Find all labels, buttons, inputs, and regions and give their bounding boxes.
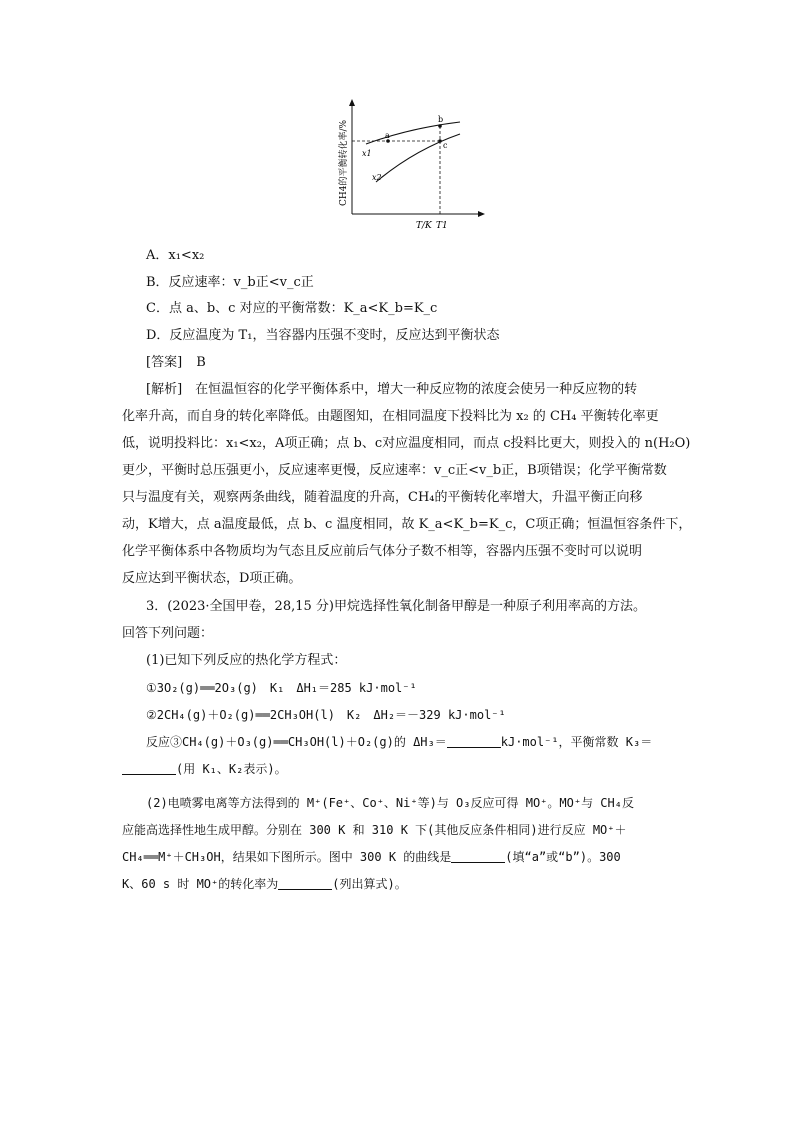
label-c: c [443, 141, 448, 150]
answer-line [146, 353, 206, 373]
q3-head-1: 3．(2023·全国甲卷，28,15 分)甲烷选择性氧化制备甲醇是一种原子利用率高的方法。 [146, 599, 646, 614]
analysis-line-6: 动，K增大，点 a温度最低，点 b、c 温度相同，故 K_a<K_b=K_c，C项正确；恒温恒容条件下， [122, 517, 692, 532]
label-x1: x1 [362, 149, 372, 158]
analysis-line-4: 更少，平衡时总压强更小，反应速率更慢，反应速率：v_c正<v_b正，B项错误；化学平衡常数 [122, 463, 667, 478]
q3-p2c-text-1: CH₄══M⁺＋CH₃OH，结果如下图所示。图中 300 K 的曲线是 [122, 850, 452, 864]
label-b: b [438, 115, 444, 124]
analysis-line-8: 反应达到平衡状态，D项正确。 [122, 571, 302, 586]
x-tick-T1: T1 [436, 221, 448, 231]
q3-p2c-text-2: (填“a”或“b”)。300 [505, 850, 621, 864]
q3-part-2-line-4 [122, 874, 407, 894]
option-b: B．反应速率：v_b正<v_c正 [146, 275, 314, 290]
analysis-line-5: 只与温度有关，观察两条曲线，随着温度的升高，CH₄的平衡转化率增大，升温平衡正向移 [122, 490, 643, 505]
x-axis-label: T/K [416, 221, 432, 231]
q3-part-2-line-1: (2)电喷雾电离等方法得到的 M⁺(Fe⁺、Co⁺、Ni⁺等)与 O₃反应可得 MO⁺。MO⁺与 CH₄反 [146, 796, 634, 810]
q3-reaction-3-cont [122, 759, 287, 779]
q3-r3-text-a: 反应③CH₄(g)＋O₃(g)══CH₃OH(l)＋O₂(g)的 ΔH₃＝ [146, 735, 447, 749]
q3-reaction-3 [146, 732, 652, 752]
q3-part-1: (1)已知下列反应的热化学方程式： [146, 653, 347, 668]
q3-r3-text-b: kJ·mol⁻¹，平衡常数 K₃＝ [500, 735, 653, 749]
analysis-line-3: 低，说明投料比：x₁<x₂，A项正确；点 b、c对应温度相同，而点 c投料比更大，则投入的 n(H₂O) [122, 436, 691, 451]
q3-head-2: 回答下列问题： [122, 626, 214, 641]
q3-part-2-line-3 [122, 847, 621, 867]
label-x2: x2 [372, 173, 382, 182]
q3-p2d-text-2: (列出算式)。 [332, 877, 407, 891]
option-d: D．反应温度为 T₁，当容器内压强不变时，反应达到平衡状态 [146, 328, 500, 343]
analysis-line-7: 化学平衡体系中各物质均为气态且反应前后气体分子数不相等，容器内压强不变时可以说明 [122, 544, 643, 559]
answer-label: [答案] [146, 355, 183, 370]
k3-blank[interactable] [122, 762, 176, 775]
q3-part-2-line-2: 应能高选择性地生成甲醇。分别在 300 K 和 310 K 下(其他反应条件相同)进行反应 MO⁺＋ [122, 823, 627, 837]
x-axis-arrow [478, 211, 485, 217]
option-a: A．x₁<x₂ [146, 248, 205, 263]
answer-value: B [196, 355, 206, 370]
q3-reaction-2: ②2CH₄(g)＋O₂(g)══2CH₃OH(l) K₂ ΔH₂＝－329 kJ·mol⁻¹ [146, 708, 506, 722]
q3-p2d-text-1: K、60 s 时 MO⁺的转化率为 [122, 877, 279, 891]
conversion-chart [330, 96, 490, 236]
label-a: a [385, 131, 390, 140]
y-axis-arrow [349, 99, 355, 106]
q3-reaction-1: ①3O₂(g)══2O₃(g) K₁ ΔH₁＝285 kJ·mol⁻¹ [146, 681, 417, 695]
option-c: C．点 a、b、c 对应的平衡常数：K_a<K_b=K_c [146, 301, 438, 316]
analysis-line-1: [解析] 在恒温恒容的化学平衡体系中，增大一种反应物的浓度会使另一种反应物的转 [146, 382, 638, 397]
point-b [438, 124, 442, 128]
curve-300k-blank[interactable] [451, 850, 505, 863]
conversion-blank[interactable] [278, 877, 332, 890]
point-c [438, 139, 442, 143]
q3-r3-text-c: (用 K₁、K₂表示)。 [176, 762, 287, 776]
analysis-line-2: 化率升高，而自身的转化率降低。由题图知，在相同温度下投料比为 x₂ 的 CH₄ 平衡转化率更 [122, 409, 659, 424]
dh3-blank[interactable] [447, 735, 501, 748]
y-axis-label: CH4的平衡转化率/% [339, 119, 349, 206]
